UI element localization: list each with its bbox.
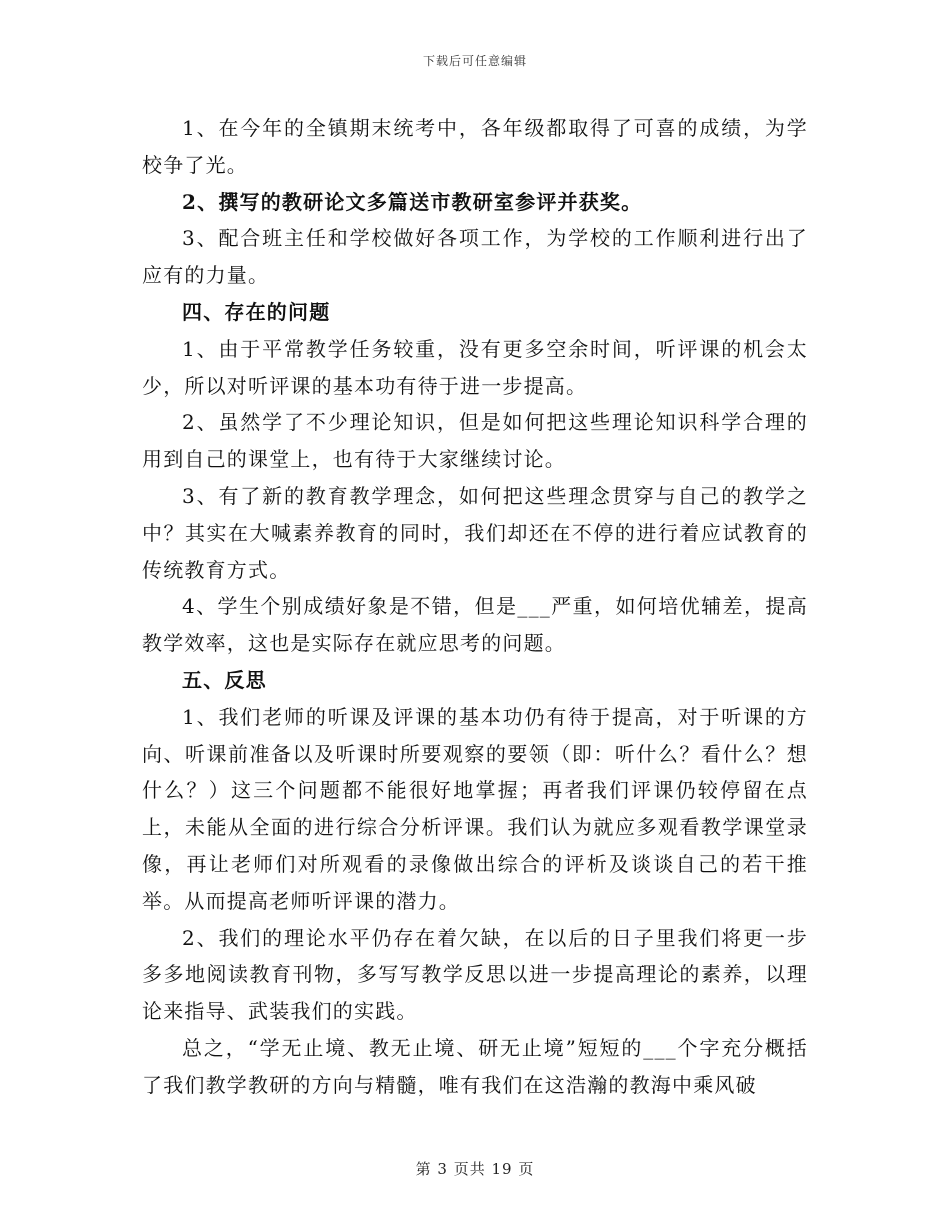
section-heading-problems: 四、存在的问题 bbox=[182, 299, 331, 324]
paragraph-10: 1、我们老师的听课及评课的基本功仍有待于提高，对于听课的方向、听课前准备以及听课时所要观察的要领（即：听什么？看什么？想什么？）这三个问题都不能很好地掌握；再者我们评课仍较停留在点上，未能从全面的进行综合分析评课。我们认为就应多观看教学课堂录像，再让老师们对所观看的录像做出综合的评析及谈谈自己的若干推举。从而提高老师听评课的潜力。 bbox=[142, 704, 808, 913]
paragraph-7: 3、有了新的教育教学理念，如何把这些理念贯穿与自己的教学之中？其实在大喊素养教育的同时，我们却还在不停的进行着应试教育的传统教育方式。 bbox=[142, 483, 808, 582]
paragraph-2: 2、撰写的教研论文多篇送市教研室参评并获奖。 bbox=[182, 189, 643, 214]
section-heading-reflection: 五、反思 bbox=[182, 667, 267, 692]
paragraph-5: 1、由于平常教学任务较重，没有更多空余时间，听评课的机会太少，所以对听评课的基本功有待于进一步提高。 bbox=[142, 336, 808, 398]
page-header-note: 下载后可任意编辑 bbox=[422, 54, 527, 68]
paragraph-6: 2、虽然学了不少理论知识，但是如何把这些理论知识科学合理的用到自己的课堂上，也有待于大家继续讨论。 bbox=[142, 410, 808, 472]
page-footer-number: 第 3 页共 19 页 bbox=[415, 1160, 535, 1178]
paragraph-3: 3、配合班主任和学校做好各项工作，为学校的工作顺利进行出了应有的力量。 bbox=[142, 226, 808, 288]
paragraph-11: 2、我们的理论水平仍存在着欠缺，在以后的日子里我们将更一步多多地阅读教育刊物，多写写教学反思以进一步提高理论的素养，以理论来指导、武装我们的实践。 bbox=[142, 925, 808, 1024]
document-body bbox=[142, 110, 808, 1104]
paragraph-1: 1、在今年的全镇期末统考中，各年级都取得了可喜的成绩，为学校争了光。 bbox=[142, 116, 808, 177]
paragraph-8: 4、学生个别成绩好象是不错，但是___严重，如何培优辅差，提高教学效率，这也是实际存在就应思考的问题。 bbox=[142, 594, 808, 656]
paragraph-12: 总之，“学无止境、教无止境、研无止境”短短的___个字充分概括了我们教学教研的方向与精髓，唯有我们在这浩瀚的教海中乘风破 bbox=[142, 1035, 808, 1097]
